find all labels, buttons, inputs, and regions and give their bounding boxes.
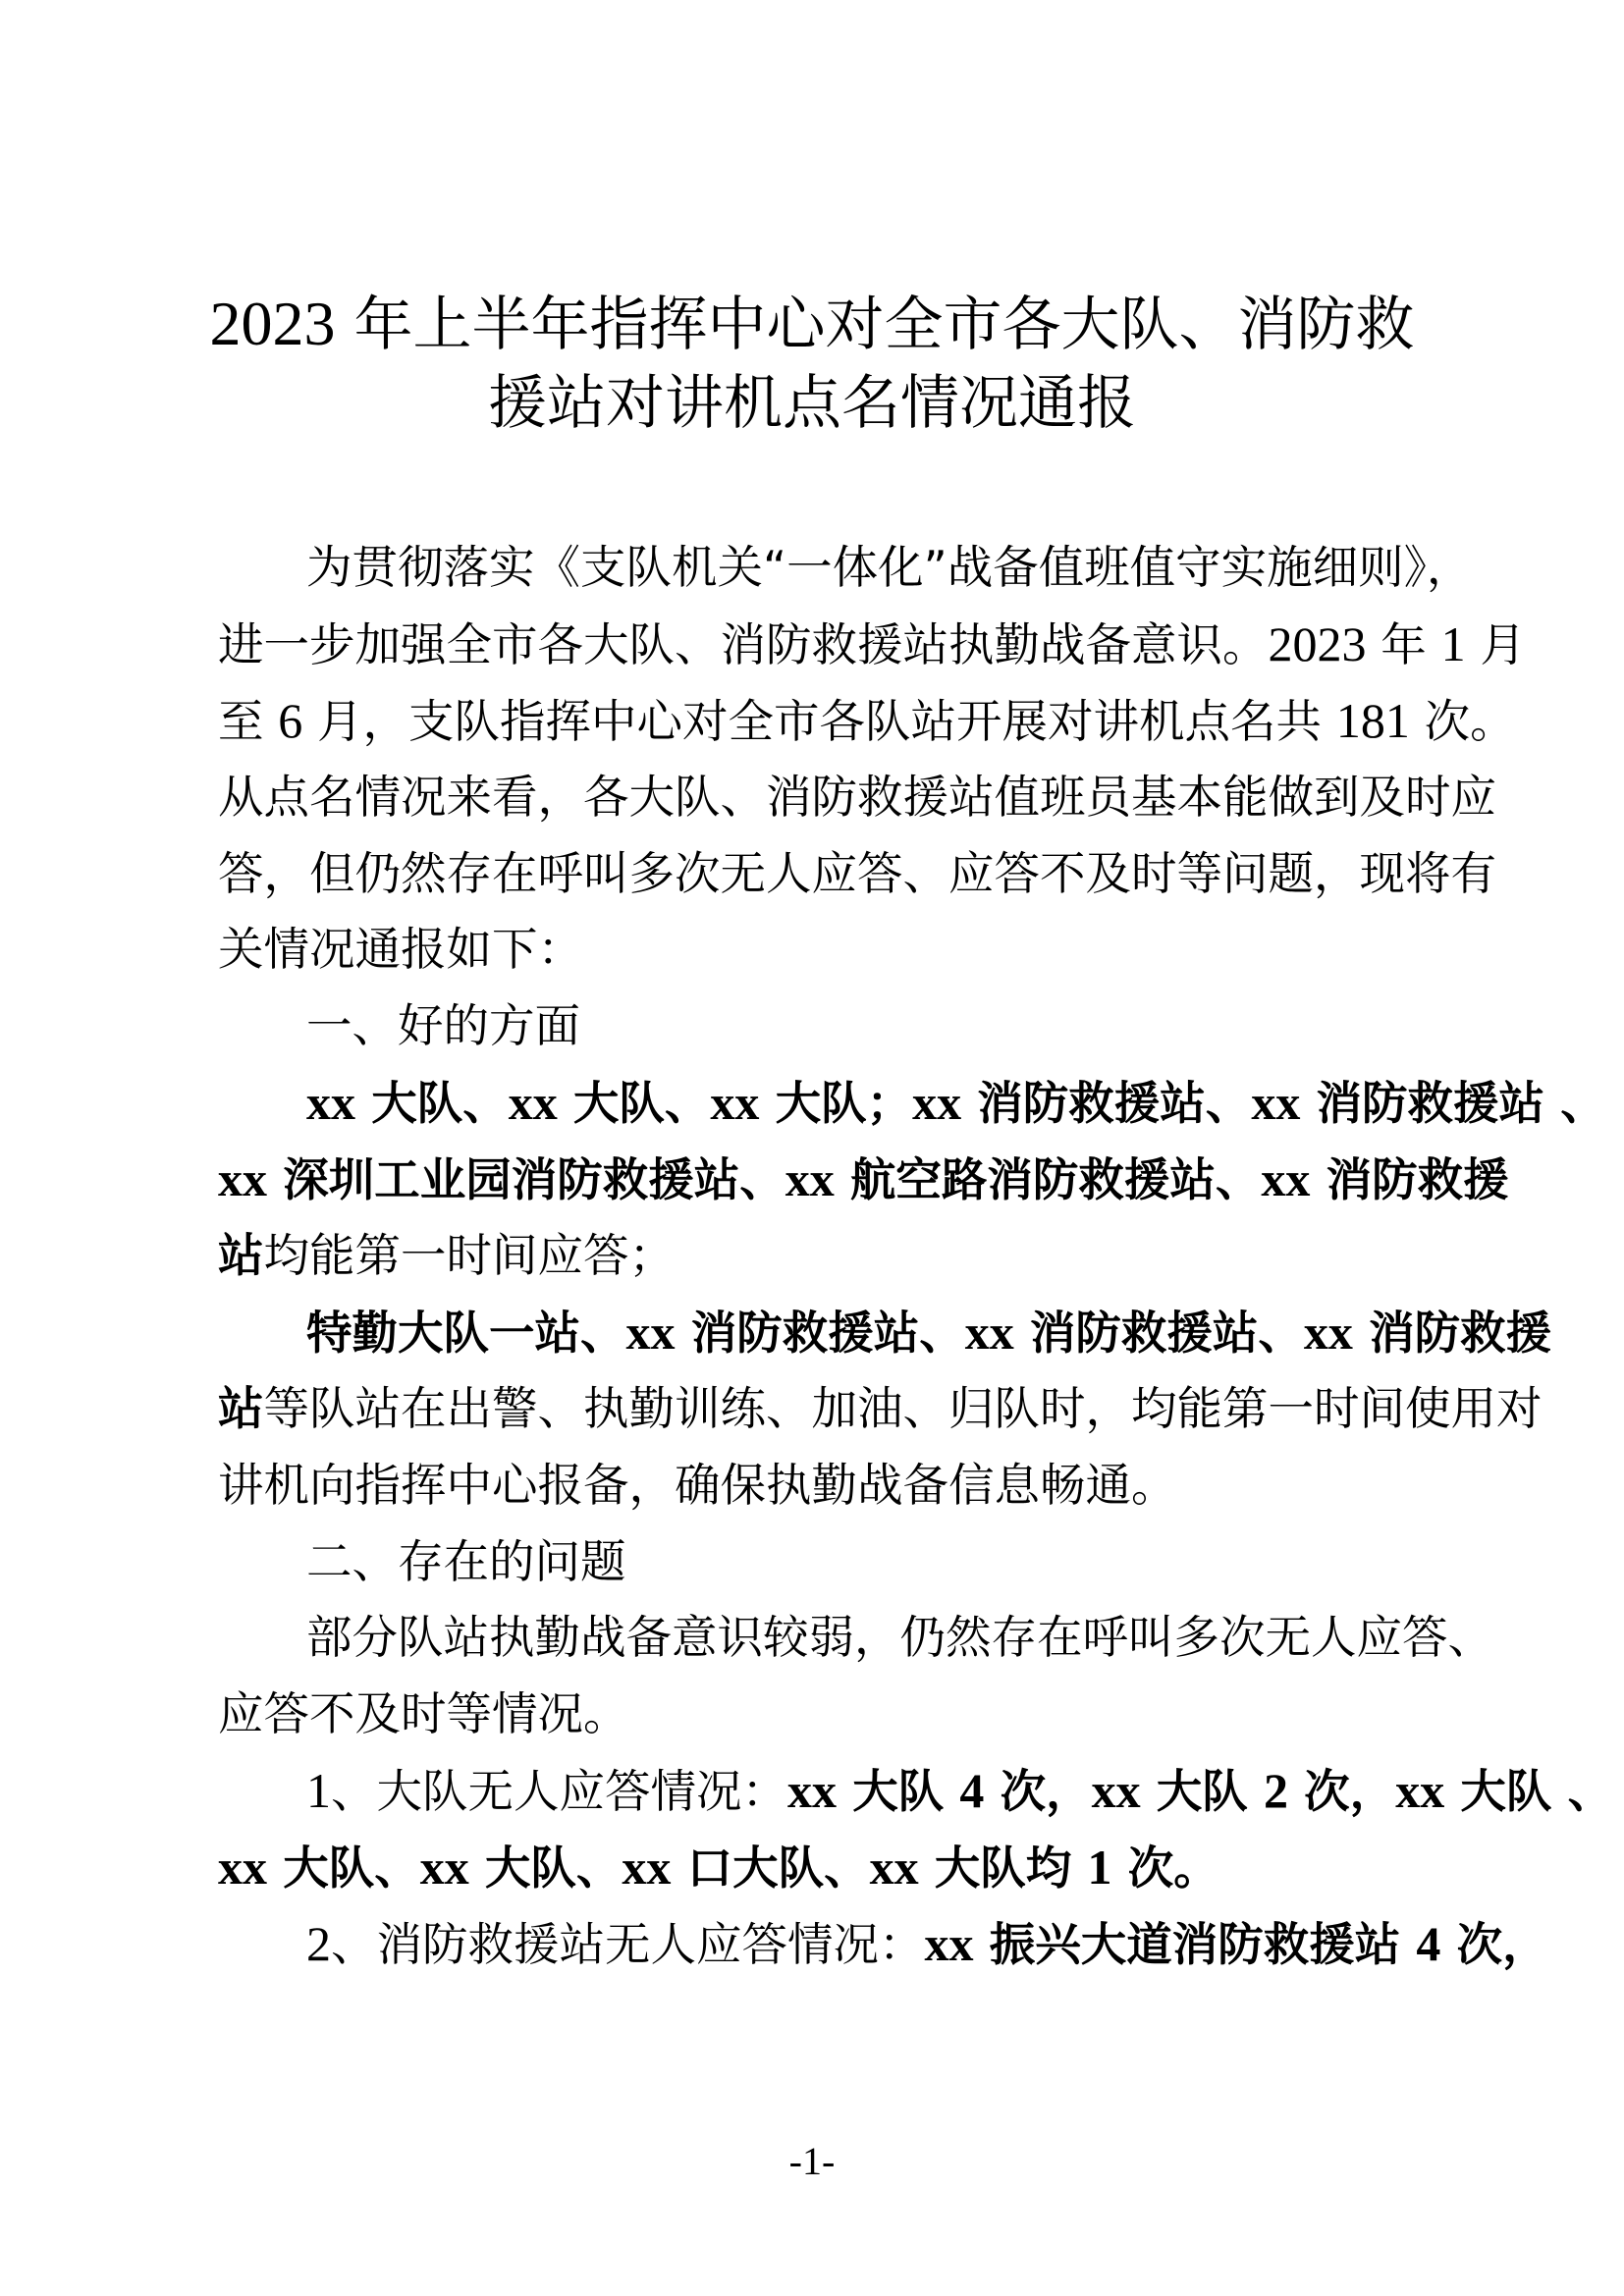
paragraph-line bbox=[218, 1753, 1614, 1830]
text-run: xx bbox=[622, 1840, 672, 1896]
text-run: 大队、 bbox=[355, 1077, 509, 1131]
text-run: 消防救援站 、 bbox=[1300, 1077, 1606, 1131]
title-line bbox=[196, 285, 1428, 364]
paragraph-line bbox=[218, 1448, 1428, 1524]
text-run: 应答不及时等情况。 bbox=[218, 1687, 629, 1741]
text-run: 大队 、 bbox=[1444, 1765, 1614, 1819]
text-run: 1 bbox=[1440, 615, 1466, 671]
text-run: 大队 bbox=[1140, 1765, 1264, 1819]
text-run: 年 bbox=[1366, 617, 1441, 671]
text-run: 2023 bbox=[209, 289, 336, 358]
text-run: 消防救援站、 bbox=[1013, 1306, 1304, 1360]
text-run: xx bbox=[306, 1075, 355, 1131]
text-run: xx bbox=[1395, 1763, 1445, 1819]
text-run: 进一步加强全市各大队、消防救援站执勤战备意识。 bbox=[218, 617, 1269, 671]
paragraph-line bbox=[218, 988, 1428, 1065]
text-run: 2023 bbox=[1268, 615, 1367, 671]
text-run: 航空路消防救援站、 bbox=[834, 1153, 1262, 1207]
text-run: xx bbox=[964, 1304, 1014, 1360]
text-run: xx bbox=[508, 1075, 558, 1131]
text-run: 年上半年指挥中心对全市各大队、消防救 bbox=[335, 291, 1415, 359]
text-run: 6 bbox=[278, 692, 303, 748]
paragraph-line bbox=[218, 1065, 1606, 1142]
title-line bbox=[196, 364, 1428, 443]
page-number: -1- bbox=[788, 2139, 836, 2183]
paragraph-line bbox=[218, 1830, 1428, 1906]
text-run: 消防救援 bbox=[1310, 1153, 1509, 1207]
text-run: 等队站在出警、执勤训练、加油、归队时，均能第一时间使用对 bbox=[263, 1381, 1543, 1435]
text-run: xx bbox=[785, 1151, 835, 1207]
document-title bbox=[196, 285, 1428, 443]
text-run: 消防救援站、 bbox=[675, 1306, 965, 1360]
text-run: 181 bbox=[1335, 692, 1410, 748]
document-body bbox=[218, 530, 1614, 1983]
text-run: xx bbox=[710, 1075, 760, 1131]
text-run: xx bbox=[1091, 1763, 1141, 1819]
text-run: 大队； bbox=[759, 1077, 913, 1131]
text-run: 月 bbox=[1465, 617, 1526, 671]
text-run: xx bbox=[1251, 1075, 1301, 1131]
text-run: xx bbox=[1261, 1151, 1311, 1207]
text-run: 次， bbox=[1440, 1918, 1548, 1972]
text-run: 次。 bbox=[1111, 1842, 1219, 1896]
text-run: 、大队无人应答情况： bbox=[331, 1765, 787, 1819]
text-run: 讲机向指挥中心报备，确保执勤战备信息畅通。 bbox=[218, 1458, 1177, 1512]
text-run: 均能第一时间应答； bbox=[263, 1229, 675, 1283]
text-run: 一、好的方面 bbox=[306, 999, 580, 1053]
text-run: 至 bbox=[218, 694, 279, 748]
text-run: 从点名情况来看，各大队、消防救援站值班员基本能做到及时应 bbox=[218, 770, 1496, 824]
text-run: 2 bbox=[1263, 1763, 1288, 1819]
text-run: xx bbox=[1303, 1304, 1353, 1360]
text-run: xx bbox=[218, 1151, 267, 1207]
paragraph-line bbox=[218, 760, 1496, 836]
text-run: 站 bbox=[218, 1229, 264, 1283]
text-run: 关情况通报如下： bbox=[218, 923, 583, 977]
paragraph-line bbox=[218, 530, 1473, 607]
paragraph-line bbox=[218, 912, 1428, 988]
text-run: 答，但仍然存在呼叫多次无人应答、应答不及时等问题，现将有 bbox=[218, 846, 1496, 900]
text-run: 消防救援 bbox=[1352, 1306, 1552, 1360]
text-run: 4 bbox=[1416, 1916, 1441, 1972]
text-run: xx bbox=[912, 1075, 962, 1131]
text-run: 部分队站执勤战备意识较弱，仍然存在呼叫多次无人应答、 bbox=[306, 1611, 1493, 1665]
text-run: 二、存在的问题 bbox=[306, 1534, 626, 1588]
text-run: 振兴大道消防救援站 bbox=[973, 1918, 1417, 1972]
paragraph-line bbox=[218, 836, 1496, 913]
paragraph-line bbox=[218, 607, 1526, 683]
text-run: 次。 bbox=[1409, 694, 1516, 748]
text-run: 2 bbox=[306, 1916, 331, 1972]
text-run: 、消防救援站无人应答情况： bbox=[331, 1918, 925, 1972]
paragraph-line bbox=[218, 1218, 1428, 1295]
paragraph-line bbox=[218, 1371, 1543, 1448]
text-run: xx bbox=[869, 1840, 919, 1896]
paragraph-line bbox=[218, 1600, 1493, 1677]
text-run: 大队、 bbox=[267, 1842, 420, 1896]
paragraph-line bbox=[218, 1524, 1428, 1601]
text-run: 站 bbox=[218, 1381, 264, 1435]
text-run: 特勤大队一站、 bbox=[306, 1306, 626, 1360]
text-run: 次， bbox=[984, 1765, 1092, 1819]
paragraph-line bbox=[218, 1295, 1552, 1371]
paragraph-line bbox=[218, 1677, 1428, 1753]
text-run: xx bbox=[625, 1304, 676, 1360]
text-run: 消防救援站、 bbox=[961, 1077, 1252, 1131]
text-run: xx bbox=[218, 1840, 267, 1896]
text-run: 大队、 bbox=[468, 1842, 623, 1896]
text-run: 口大队、 bbox=[671, 1842, 870, 1896]
text-run: 为贯彻落实《支队机关“一体化”战备值班值守实施细则》， bbox=[306, 541, 1473, 594]
paragraph-line bbox=[218, 1906, 1548, 1983]
text-run: 大队 bbox=[837, 1765, 960, 1819]
text-run: xx bbox=[419, 1840, 469, 1896]
text-run: 月，支队指挥中心对全市各队站开展对讲机点名共 bbox=[302, 694, 1336, 748]
text-run: 深圳工业园消防救援站、 bbox=[267, 1153, 785, 1207]
text-run: 4 bbox=[959, 1763, 985, 1819]
text-run: 大队、 bbox=[557, 1077, 711, 1131]
text-run: 援站对讲机点名情况通报 bbox=[488, 369, 1136, 438]
paragraph-line bbox=[218, 1142, 1509, 1218]
text-run: 1 bbox=[306, 1763, 331, 1819]
text-run: xx bbox=[787, 1763, 837, 1819]
text-run: 次， bbox=[1287, 1765, 1396, 1819]
text-run: xx bbox=[924, 1916, 974, 1972]
text-run: 大队均 bbox=[918, 1842, 1088, 1896]
paragraph-line bbox=[218, 683, 1516, 760]
text-run: 1 bbox=[1087, 1840, 1112, 1896]
